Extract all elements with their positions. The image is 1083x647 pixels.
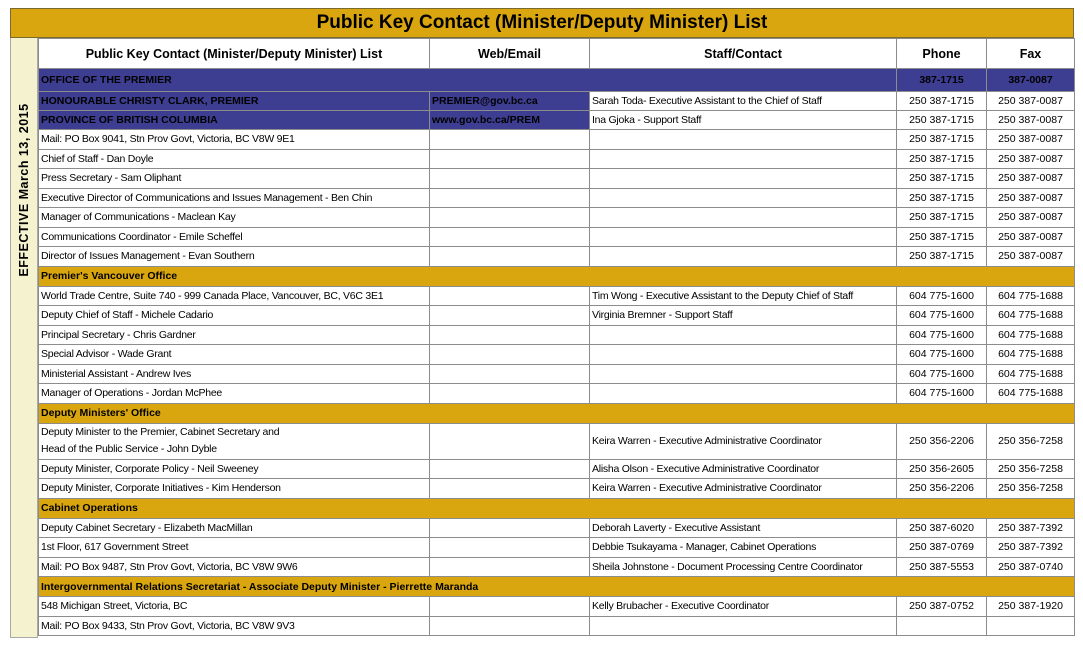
phone-cell: 250 387-6020	[897, 518, 987, 538]
phone-cell: 604 775-1600	[897, 306, 987, 326]
section-header-cabinet-operations	[39, 498, 1075, 518]
web-cell	[430, 597, 590, 617]
fax-cell: 250 387-0087	[987, 92, 1075, 111]
table-row	[39, 557, 1075, 577]
phone-cell: 250 387-1715	[897, 169, 987, 189]
table-row	[39, 286, 1075, 306]
web-cell	[430, 384, 590, 404]
table-row	[39, 345, 1075, 365]
contact-cell: Communications Coordinator - Emile Scheffel	[39, 227, 430, 247]
premier-row	[39, 92, 1075, 111]
staff-cell: Tim Wong - Executive Assistant to the Deputy Chief of Staff	[590, 286, 897, 306]
web-cell	[430, 459, 590, 479]
phone-cell: 250 387-0752	[897, 597, 987, 617]
staff-cell	[590, 227, 897, 247]
contacts-table	[38, 38, 1075, 636]
column-header-contact: Public Key Contact (Minister/Deputy Minister) List	[39, 39, 430, 69]
web-cell	[430, 616, 590, 636]
table-row	[39, 459, 1075, 479]
fax-cell: 250 356-7258	[987, 479, 1075, 499]
web-cell	[430, 306, 590, 326]
web-cell	[430, 345, 590, 365]
phone-cell: 250 356-2206	[897, 479, 987, 499]
table-row	[39, 597, 1075, 617]
fax-cell: 604 775-1688	[987, 384, 1075, 404]
phone-cell: 604 775-1600	[897, 364, 987, 384]
web-cell	[430, 557, 590, 577]
staff-cell: Kelly Brubacher - Executive Coordinator	[590, 597, 897, 617]
contact-cell: Mail: PO Box 9487, Stn Prov Govt, Victoria, BC V8W 9W6	[39, 557, 430, 577]
web-cell	[430, 208, 590, 228]
table-row	[39, 149, 1075, 169]
contact-cell: Mail: PO Box 9433, Stn Prov Govt, Victoria, BC V8W 9V3	[39, 616, 430, 636]
web-cell	[430, 286, 590, 306]
office-fax: 387-0087	[987, 69, 1075, 92]
premier-email-link[interactable]: PREMIER@gov.bc.ca	[430, 92, 590, 111]
province-row	[39, 111, 1075, 130]
staff-cell: Keira Warren - Executive Administrative Coordinator	[590, 479, 897, 499]
phone-cell: 250 356-2605	[897, 459, 987, 479]
contact-cell: Deputy Minister, Corporate Policy - Neil Sweeney	[39, 459, 430, 479]
fax-cell: 250 387-7392	[987, 538, 1075, 558]
column-header-staff: Staff/Contact	[590, 39, 897, 69]
staff-cell: Virginia Bremner - Support Staff	[590, 306, 897, 326]
phone-cell: 250 356-2206	[897, 423, 987, 459]
section-header-deputy-ministers	[39, 403, 1075, 423]
office-name: OFFICE OF THE PREMIER	[39, 69, 897, 92]
contact-cell: Manager of Operations - Jordan McPhee	[39, 384, 430, 404]
fax-cell: 250 387-0087	[987, 169, 1075, 189]
fax-cell	[987, 616, 1075, 636]
web-cell	[430, 130, 590, 150]
contact-line: Head of the Public Service - John Dyble	[41, 443, 217, 455]
fax-cell: 250 387-0087	[987, 227, 1075, 247]
section-title: Intergovernmental Relations Secretariat - Associate Deputy Minister - Pierrette Maranda	[39, 577, 1075, 597]
web-cell	[430, 247, 590, 267]
table-row	[39, 518, 1075, 538]
fax-cell: 250 387-0087	[987, 149, 1075, 169]
contact-cell	[39, 423, 430, 459]
phone-cell: 250 387-5553	[897, 557, 987, 577]
table-row	[39, 130, 1075, 150]
section-title: Cabinet Operations	[39, 498, 1075, 518]
phone-cell: 604 775-1600	[897, 325, 987, 345]
fax-cell: 250 387-0087	[987, 111, 1075, 130]
fax-cell: 604 775-1688	[987, 325, 1075, 345]
phone-cell: 250 387-0769	[897, 538, 987, 558]
column-header-web: Web/Email	[430, 39, 590, 69]
table-row	[39, 247, 1075, 267]
fax-cell: 604 775-1688	[987, 306, 1075, 326]
contact-cell: 548 Michigan Street, Victoria, BC	[39, 597, 430, 617]
table-row	[39, 538, 1075, 558]
fax-cell: 250 387-0087	[987, 247, 1075, 267]
contact-cell: Principal Secretary - Chris Gardner	[39, 325, 430, 345]
office-phone: 387-1715	[897, 69, 987, 92]
phone-cell: 250 387-1715	[897, 111, 987, 130]
office-of-premier-header	[39, 69, 1075, 92]
phone-cell: 250 387-1715	[897, 92, 987, 111]
table-row	[39, 227, 1075, 247]
web-cell	[430, 364, 590, 384]
contact-cell: Manager of Communications - Maclean Kay	[39, 208, 430, 228]
table-row	[39, 384, 1075, 404]
table-row	[39, 616, 1075, 636]
contact-cell: Executive Director of Communications and Issues Management - Ben Chin	[39, 188, 430, 208]
contact-cell: Director of Issues Management - Evan Southern	[39, 247, 430, 267]
staff-cell	[590, 188, 897, 208]
page-title: Public Key Contact (Minister/Deputy Minister) List	[10, 8, 1074, 38]
table-row	[39, 188, 1075, 208]
table-row	[39, 208, 1075, 228]
web-cell	[430, 325, 590, 345]
premier-website-link[interactable]: www.gov.bc.ca/PREM	[430, 111, 590, 130]
staff-cell: Debbie Tsukayama - Manager, Cabinet Operations	[590, 538, 897, 558]
premier-name: HONOURABLE CHRISTY CLARK, PREMIER	[39, 92, 430, 111]
phone-cell: 250 387-1715	[897, 227, 987, 247]
province-name: PROVINCE OF BRITISH COLUMBIA	[39, 111, 430, 130]
staff-cell	[590, 616, 897, 636]
header-row	[39, 39, 1075, 69]
fax-cell: 604 775-1688	[987, 364, 1075, 384]
web-cell	[430, 188, 590, 208]
staff-cell: Sarah Toda- Executive Assistant to the Chief of Staff	[590, 92, 897, 111]
staff-cell	[590, 208, 897, 228]
staff-cell: Alisha Olson - Executive Administrative Coordinator	[590, 459, 897, 479]
table-row	[39, 325, 1075, 345]
web-cell	[430, 538, 590, 558]
table-row	[39, 479, 1075, 499]
section-header-vancouver	[39, 266, 1075, 286]
contact-cell: 1st Floor, 617 Government Street	[39, 538, 430, 558]
phone-cell: 604 775-1600	[897, 286, 987, 306]
table-row	[39, 364, 1075, 384]
staff-cell	[590, 247, 897, 267]
contact-line: Deputy Minister to the Premier, Cabinet Secretary and	[41, 426, 280, 438]
fax-cell: 250 387-1920	[987, 597, 1075, 617]
fax-cell: 250 387-0740	[987, 557, 1075, 577]
column-header-phone: Phone	[897, 39, 987, 69]
contact-cell: Press Secretary - Sam Oliphant	[39, 169, 430, 189]
contact-cell: Chief of Staff - Dan Doyle	[39, 149, 430, 169]
staff-cell	[590, 345, 897, 365]
table-row	[39, 306, 1075, 326]
section-header-intergovernmental	[39, 577, 1075, 597]
contact-cell: Ministerial Assistant - Andrew Ives	[39, 364, 430, 384]
staff-cell: Sheila Johnstone - Document Processing Centre Coordinator	[590, 557, 897, 577]
fax-cell: 250 387-0087	[987, 130, 1075, 150]
web-cell	[430, 169, 590, 189]
fax-cell: 604 775-1688	[987, 286, 1075, 306]
phone-cell: 250 387-1715	[897, 130, 987, 150]
section-title: Premier's Vancouver Office	[39, 266, 1075, 286]
phone-cell: 604 775-1600	[897, 384, 987, 404]
phone-cell: 250 387-1715	[897, 188, 987, 208]
staff-cell	[590, 169, 897, 189]
staff-cell	[590, 384, 897, 404]
contact-cell: Deputy Chief of Staff - Michele Cadario	[39, 306, 430, 326]
staff-cell: Deborah Laverty - Executive Assistant	[590, 518, 897, 538]
fax-cell: 250 387-7392	[987, 518, 1075, 538]
phone-cell: 250 387-1715	[897, 247, 987, 267]
contact-cell: Special Advisor - Wade Grant	[39, 345, 430, 365]
contact-cell: Deputy Minister, Corporate Initiatives - Kim Henderson	[39, 479, 430, 499]
web-cell	[430, 227, 590, 247]
fax-cell: 250 356-7258	[987, 459, 1075, 479]
fax-cell: 250 387-0087	[987, 188, 1075, 208]
staff-cell	[590, 364, 897, 384]
phone-cell: 604 775-1600	[897, 345, 987, 365]
fax-cell: 604 775-1688	[987, 345, 1075, 365]
phone-cell: 250 387-1715	[897, 149, 987, 169]
table-row	[39, 169, 1075, 189]
staff-cell	[590, 149, 897, 169]
staff-cell: Ina Gjoka - Support Staff	[590, 111, 897, 130]
phone-cell	[897, 616, 987, 636]
staff-cell: Keira Warren - Executive Administrative Coordinator	[590, 423, 897, 459]
effective-date-text: EFFECTIVE March 13, 2015	[17, 103, 31, 277]
table-row	[39, 423, 1075, 459]
web-cell	[430, 518, 590, 538]
staff-cell	[590, 130, 897, 150]
contact-cell: Deputy Cabinet Secretary - Elizabeth MacMillan	[39, 518, 430, 538]
web-cell	[430, 149, 590, 169]
phone-cell: 250 387-1715	[897, 208, 987, 228]
contact-cell: Mail: PO Box 9041, Stn Prov Govt, Victoria, BC V8W 9E1	[39, 130, 430, 150]
contact-cell: World Trade Centre, Suite 740 - 999 Canada Place, Vancouver, BC, V6C 3E1	[39, 286, 430, 306]
fax-cell: 250 356-7258	[987, 423, 1075, 459]
column-header-fax: Fax	[987, 39, 1075, 69]
web-cell	[430, 423, 590, 459]
staff-cell	[590, 325, 897, 345]
fax-cell: 250 387-0087	[987, 208, 1075, 228]
web-cell	[430, 479, 590, 499]
section-title: Deputy Ministers' Office	[39, 403, 1075, 423]
